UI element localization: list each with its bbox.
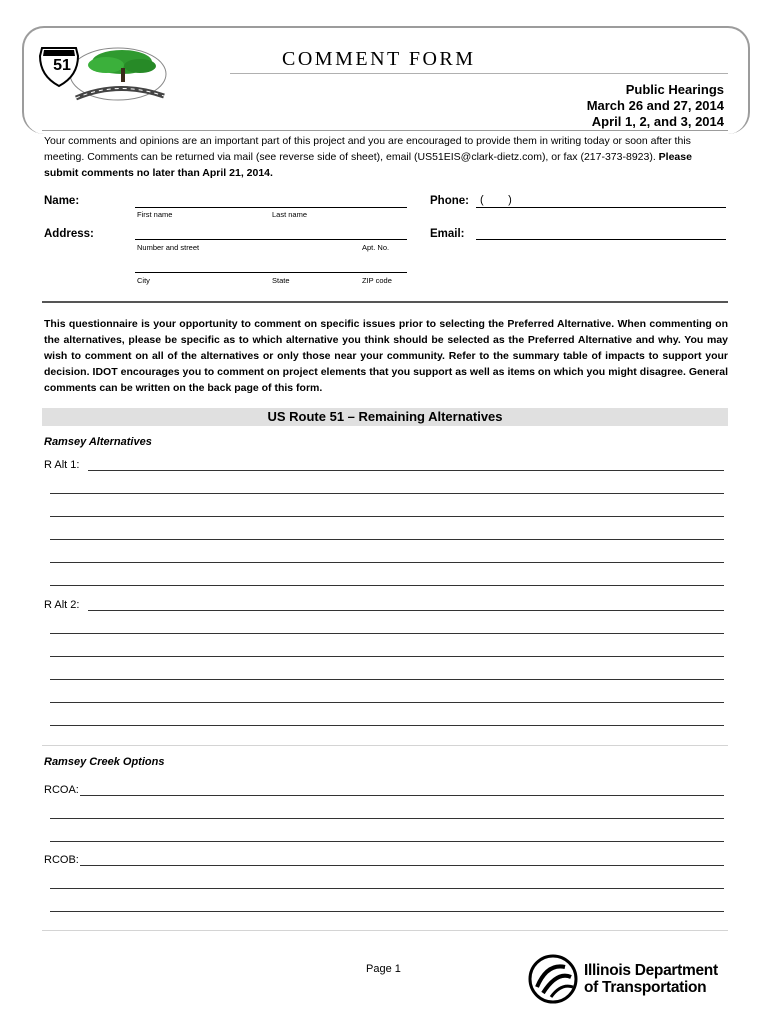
hearings-label: Public Hearings	[625, 82, 724, 97]
r-alt-1-label: R Alt 1:	[44, 459, 80, 471]
intro-deadline: Please submit comments no later than April 21, 2014.	[44, 151, 692, 179]
r-alt-1-line[interactable]	[50, 539, 724, 540]
r-alt-2-line[interactable]	[88, 610, 724, 611]
idot-name-line2: of Transportation	[584, 979, 707, 996]
r-alt-2-label: R Alt 2:	[44, 599, 80, 611]
header-bottom-rule	[42, 130, 728, 131]
ramsey-alternatives-heading: Ramsey Alternatives	[44, 436, 152, 448]
idot-name	[584, 962, 718, 996]
rcob-label: RCOB:	[44, 854, 79, 866]
r-alt-1-line[interactable]	[50, 493, 724, 494]
phone-label: Phone:	[430, 195, 469, 207]
subsection-separator	[42, 745, 728, 746]
form-title: COMMENT FORM	[282, 48, 476, 70]
page-number: Page 1	[366, 963, 401, 975]
r-alt-2-line[interactable]	[50, 702, 724, 703]
state-caption: State	[272, 276, 290, 285]
street-caption: Number and street	[137, 243, 200, 252]
rcob-line[interactable]	[80, 865, 724, 866]
r-alt-2-line[interactable]	[50, 725, 724, 726]
rcoa-label: RCOA:	[44, 784, 79, 796]
idot-name-line1: Illinois Department	[584, 962, 718, 979]
street-field[interactable]	[135, 239, 407, 240]
hearings-dates-april: April 1, 2, and 3, 2014	[591, 114, 724, 129]
r-alt-2-line[interactable]	[50, 656, 724, 657]
city-state-zip-field[interactable]	[135, 272, 407, 273]
intro-paragraph	[44, 133, 728, 181]
title-rule	[230, 73, 728, 74]
rcoa-line[interactable]	[50, 818, 724, 819]
name-field[interactable]	[135, 207, 407, 208]
idot-logo-icon	[527, 953, 579, 1010]
section-divider	[42, 301, 728, 303]
r-alt-2-line[interactable]	[50, 679, 724, 680]
footer-separator	[42, 930, 728, 931]
rcob-line[interactable]	[50, 911, 724, 912]
section-title: US Route 51 – Remaining Alternatives	[267, 409, 503, 424]
rcoa-line[interactable]	[80, 795, 724, 796]
first-name-caption: First name	[137, 210, 173, 219]
us51-logo	[36, 40, 170, 106]
questionnaire-instructions: This questionnaire is your opportunity to comment on specific issues prior to selecting the Preferred Alternative. When commenting on the alternatives, please be specific as to which alternative you think should be selected as the Preferred Alternative and why. You may wish to comment on all of the alternatives or only those near your community. Refer to the summary table of impacts to support your decision. IDOT encourages you to comment on project elements that you support as well as items on which you might disagree. General comments can be written on the back page of this form.	[44, 318, 728, 394]
last-name-caption: Last name	[272, 210, 308, 219]
r-alt-1-line[interactable]	[50, 516, 724, 517]
rcob-line[interactable]	[50, 888, 724, 889]
r-alt-1-line[interactable]	[88, 470, 724, 471]
phone-field[interactable]	[476, 207, 726, 208]
r-alt-1-line[interactable]	[50, 585, 724, 586]
name-label: Name:	[44, 195, 80, 207]
r-alt-1-line[interactable]	[50, 562, 724, 563]
intro-text: Your comments and opinions are an important part of this project and you are encouraged to provide them in writing today or soon after this meeting. Comments can be returned via mail (see reverse side of sheet), email (US51EIS@clark-dietz.com), or fax (217-373-8923).	[44, 135, 691, 163]
r-alt-2-line[interactable]	[50, 633, 724, 634]
ramsey-creek-heading: Ramsey Creek Options	[44, 756, 165, 768]
city-caption: City	[137, 276, 150, 285]
apt-caption: Apt. No.	[362, 243, 390, 252]
shield-number: 51	[53, 57, 71, 74]
hearings-dates-march: March 26 and 27, 2014	[586, 98, 724, 113]
email-label: Email:	[430, 228, 465, 240]
email-field[interactable]	[476, 239, 726, 240]
zip-caption: ZIP code	[362, 276, 392, 285]
phone-area-code: ( )	[480, 194, 512, 206]
address-label: Address:	[44, 228, 94, 240]
rcoa-line[interactable]	[50, 841, 724, 842]
